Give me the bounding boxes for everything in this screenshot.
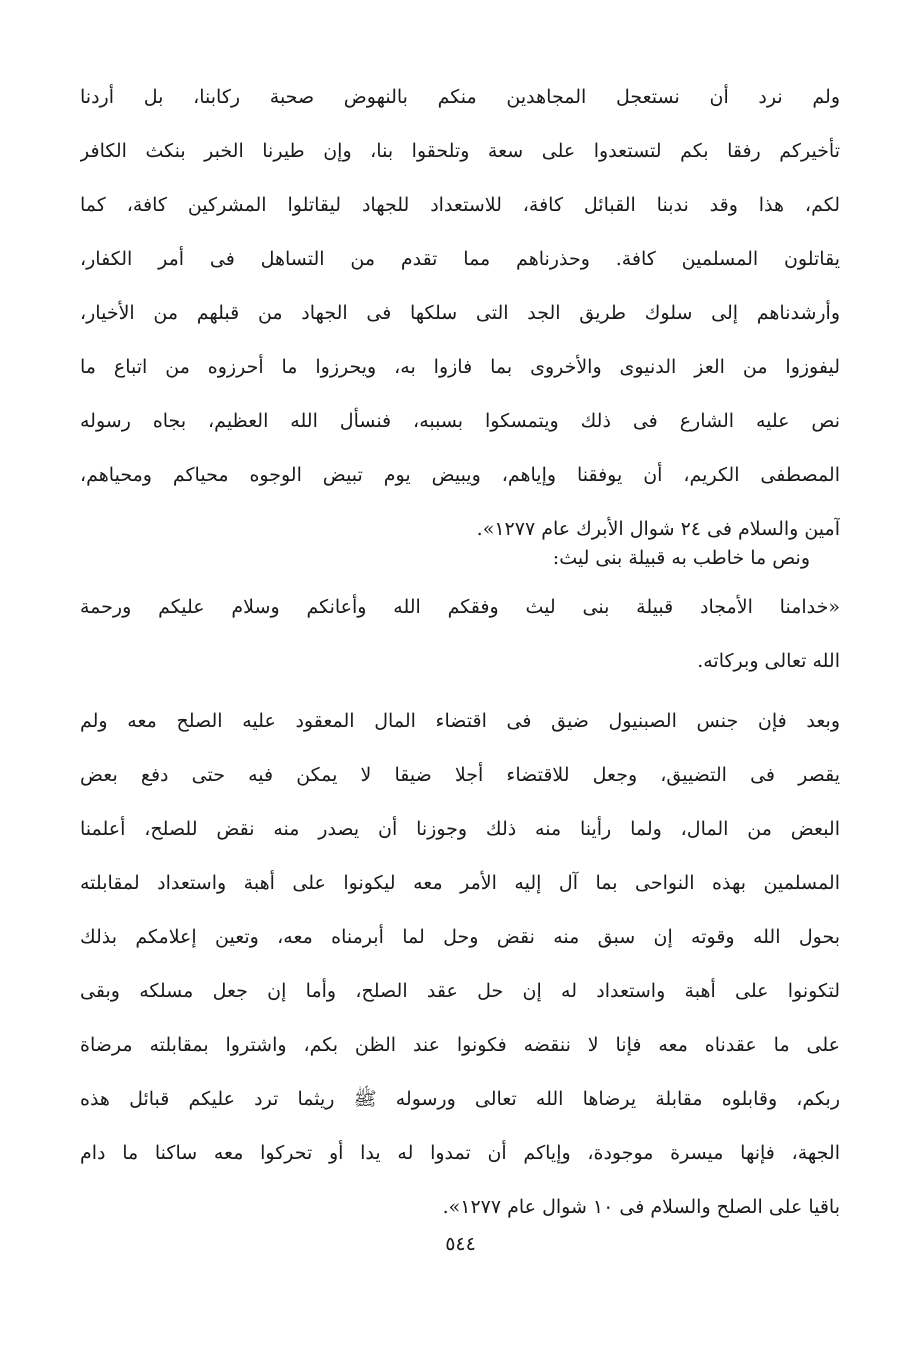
text-line: المصطفى الكريم، أن يوفقنا وإياهم، ويبيض يوم تبيض الوجوه محياكم ومحياهم، [80,464,840,486]
page-number: ٥٤٤ [445,1233,476,1255]
text-line: ليفوزوا من العز الدنيوى والأخروى بما فازوا به، ويحرزوا ما أحرزوه من اتباع ما [80,356,840,378]
text-line: «خدامنا الأمجاد قبيلة بنى ليث وفقكم الله وأعانكم وسلام عليكم ورحمة [80,596,840,618]
text-line: آمين والسلام فى ٢٤ شوال الأبرك عام ١٢٧٧». [476,518,840,540]
text-line: وأرشدناهم إلى سلوك طريق الجد التى سلكها فى الجهاد من قبلهم من الأخيار، [80,302,840,324]
text-line: ونص ما خاطب به قبيلة بنى ليث: [552,547,810,569]
text-line: تأخيركم رفقا بكم لتستعدوا على سعة وتلحقوا بنا، وإن طيرنا الخبر بنكث الكافر [80,140,840,162]
paragraph-salutation [80,580,840,688]
text-line: الجهة، فإنها ميسرة موجودة، وإياكم أن تمدوا له يدا أو تحركوا معه ساكنا ما دام [80,1142,840,1164]
text-line: ربكم، وقابلوه مقابلة يرضاها الله تعالى ورسوله ﷺ ريثما ترد عليكم قبائل هذه [80,1088,840,1110]
text-line: يقصر فى التضييق، وجعل للاقتضاء أجلا ضيقا لا يمكن فيه حتى دفع بعض [80,764,840,786]
text-line: بحول الله وقوته إن سبق منه نقض وحل لما أبرمناه معه، وتعين إعلامكم بذلك [80,926,840,948]
text-line: لتكونوا على أهبة واستعداد له إن حل عقد الصلح، وأما إن جعل مسلكه وبقى [80,980,840,1002]
text-line: ولم نرد أن نستعجل المجاهدين منكم بالنهوض صحبة ركابنا، بل أردنا [80,86,840,108]
text-line: الله تعالى وبركاته. [697,650,840,672]
text-line: البعض من المال، ولما رأينا منه ذلك وجوزنا أن يصدر منه نقض للصلح، أعلمنا [80,818,840,840]
paragraph-intro-banu-layth [80,531,840,585]
text-line: لكم، هذا وقد ندبنا القبائل كافة، للاستعداد للجهاد ليقاتلوا المشركين كافة، كما [80,194,840,216]
text-line: يقاتلون المسلمين كافة. وحذرناهم مما تقدم من التساهل فى أمر الكفار، [80,248,840,270]
text-line: على ما عقدناه معه فإنا لا ننقضه فكونوا عند الظن بكم، واشتروا بمقابلته مرضاة [80,1034,840,1056]
paragraph-letter-closing [80,70,840,556]
text-line: وبعد فإن جنس الصبنيول ضيق فى اقتضاء المال المعقود عليه الصلح معه ولم [80,710,840,732]
text-line: باقيا على الصلح والسلام فى ١٠ شوال عام ١٢٧٧». [442,1196,840,1218]
paragraph-letter-body [80,694,840,1234]
text-line: نص عليه الشارع فى ذلك ويتمسكوا بسببه، فنسأل الله العظيم، بجاه رسوله [80,410,840,432]
text-line: المسلمين بهذه النواحى بما آل إليه الأمر معه ليكونوا على أهبة واستعداد لمقابلته [80,872,840,894]
